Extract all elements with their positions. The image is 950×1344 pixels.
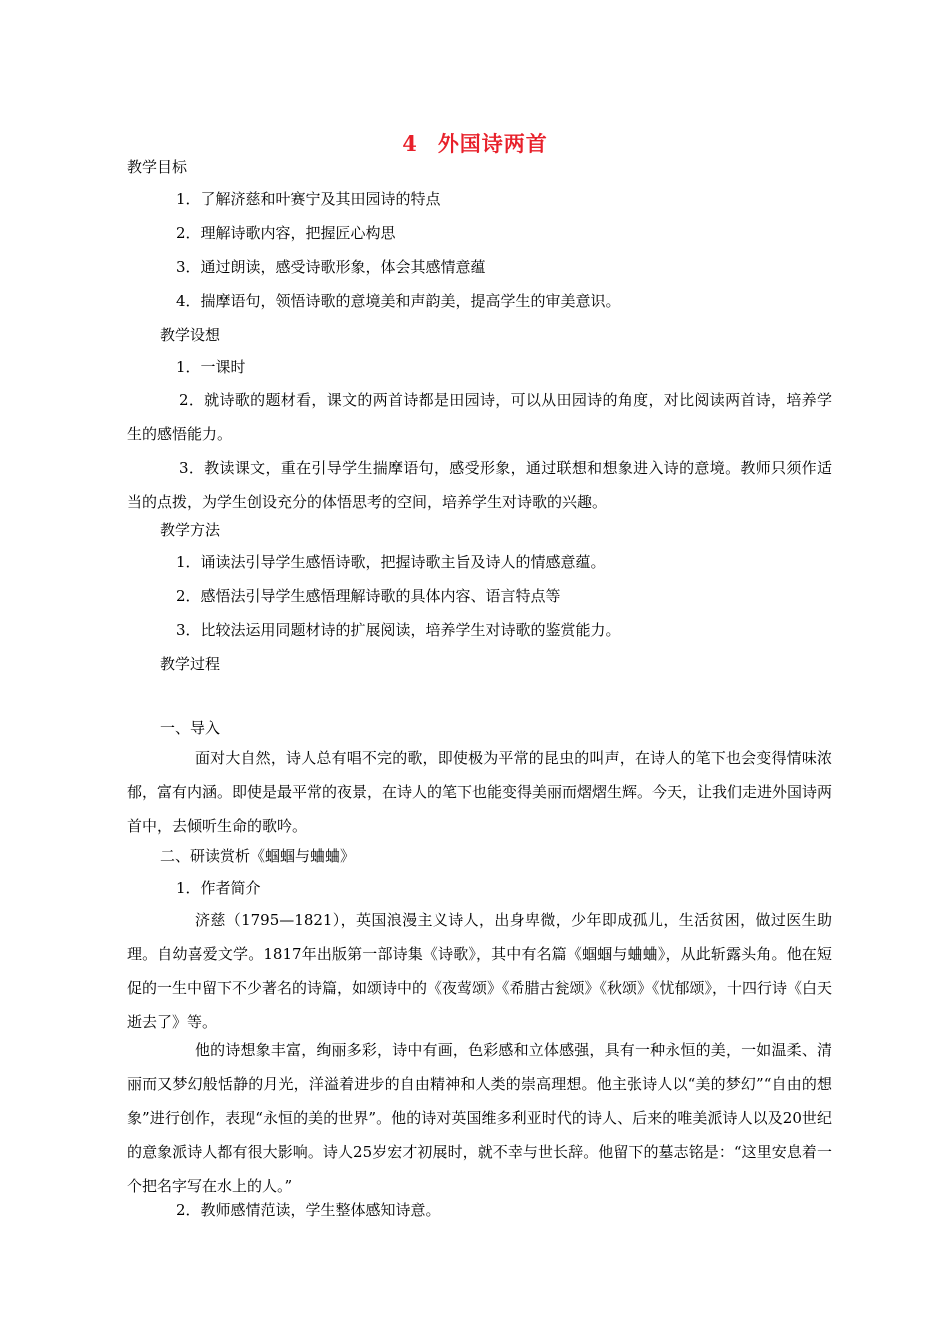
goal-item: 3．通过朗读，感受诗歌形象，体会其感情意蕴 <box>176 258 486 276</box>
author-paragraph: 他的诗想象丰富，绚丽多彩，诗中有画，色彩感和立体感强，具有一种永恒的美，一如温柔、清丽而又梦幻般恬静的月光，洋溢着进步的自由精神和人类的崇高理想。他主张诗人以“美的梦幻”“自由的想象”进行创作，表现“永恒的美的世界”。他的诗对英国维多利亚时代的诗人、后来的唯美派诗人以及20世纪的意象派诗人都有很大影响。诗人25岁宏才初展时，就不幸与世长辞。他留下的墓志铭是：“这里安息着一个把名字写在水上的人。” <box>127 1041 832 1195</box>
intro-paragraph: 面对大自然，诗人总有唱不完的歌，即使极为平常的昆虫的叫声，在诗人的笔下也会变得情味浓郁，富有内涵。即使是最平常的夜景，在诗人的笔下也能变得美丽而熠熠生辉。今天，让我们走进外国诗两首中，去倾听生命的歌吟。 <box>127 749 833 835</box>
method-item: 2．感悟法引导学生感悟理解诗歌的具体内容、语言特点等 <box>176 587 561 605</box>
goal-item: 4．揣摩语句，领悟诗歌的意境美和声韵美，提高学生的审美意识。 <box>176 292 621 310</box>
section-heading: 一、导入 <box>160 719 221 737</box>
title-text: 外国诗两首 <box>437 131 548 156</box>
design-item: 1．一课时 <box>176 358 246 376</box>
process-heading: 教学过程 <box>160 655 221 673</box>
design-item: 3．教读课文，重在引导学生揣摩语句，感受形象，通过联想和想象进入诗的意境。教师只须作适当的点拨，为学生创设充分的体悟思考的空间，培养学生对诗歌的兴趣。 <box>127 459 832 511</box>
goal-item: 2．理解诗歌内容，把握匠心构思 <box>176 224 396 242</box>
method-item: 3．比较法运用同题材诗的扩展阅读，培养学生对诗歌的鉴赏能力。 <box>176 621 621 639</box>
subsection-heading: 1．作者简介 <box>176 879 261 897</box>
title-number: 4 <box>402 131 418 156</box>
goal-item: 1．了解济慈和叶赛宁及其田园诗的特点 <box>176 190 441 208</box>
page-title <box>0 128 950 158</box>
author-paragraph: 济慈（1795—1821），英国浪漫主义诗人，出身卑微，少年即成孤儿，生活贫困，做过医生助理。自幼喜爱文学。1817年出版第一部诗集《诗歌》，其中有名篇《蝈蝈与蛐蛐》，从此斩露头角。他在短促的一生中留下不少著名的诗篇，如颂诗中的《夜莺颂》《希腊古瓮颂》《秋颂》《忧郁颂》，十四行诗《白天逝去了》等。 <box>127 911 833 1031</box>
design-heading: 教学设想 <box>160 326 221 344</box>
method-heading: 教学方法 <box>160 521 221 539</box>
section-heading: 二、研读赏析《蝈蝈与蛐蛐》 <box>160 847 356 865</box>
subsection-heading: 2．教师感情范读，学生整体感知诗意。 <box>176 1201 441 1219</box>
design-item: 2．就诗歌的题材看，课文的两首诗都是田园诗，可以从田园诗的角度，对比阅读两首诗，培养学生的感悟能力。 <box>127 391 832 443</box>
method-item: 1．诵读法引导学生感悟诗歌，把握诗歌主旨及诗人的情感意蕴。 <box>176 553 606 571</box>
goals-heading: 教学目标 <box>127 158 188 176</box>
